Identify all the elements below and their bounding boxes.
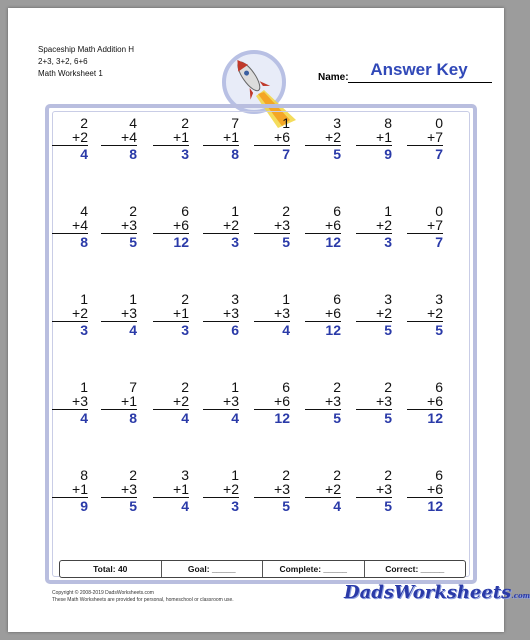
goal-cell: Goal: _____ — [162, 561, 264, 577]
addend-bottom: +2 — [173, 393, 189, 409]
addition-problem — [203, 292, 239, 337]
addition-problem — [203, 468, 239, 513]
addend-bottom: +2 — [376, 217, 392, 233]
addend-bottom: +6 — [325, 217, 341, 233]
answer: 3 — [80, 322, 88, 338]
addend-bottom: +3 — [121, 217, 137, 233]
addend-top: 0 — [435, 203, 443, 219]
addend-bottom: +1 — [173, 305, 189, 321]
addend-bottom: +3 — [121, 305, 137, 321]
addend-top: 6 — [333, 203, 341, 219]
answer: 3 — [231, 498, 239, 514]
answer: 4 — [231, 410, 239, 426]
name-field-line — [348, 82, 492, 83]
addend-top: 1 — [129, 291, 137, 307]
addition-problem — [153, 204, 189, 249]
addition-problem — [101, 116, 137, 161]
addend-bottom: +7 — [427, 129, 443, 145]
addition-problem — [203, 380, 239, 425]
brand-logo: DadsWorksheets.com — [344, 582, 530, 603]
addition-problem — [153, 116, 189, 161]
correct-cell: Correct: _____ — [385, 564, 445, 574]
addend-bottom: +2 — [72, 129, 88, 145]
addend-top: 3 — [181, 467, 189, 483]
addend-top: 6 — [282, 379, 290, 395]
addend-bottom: +1 — [173, 481, 189, 497]
worksheet-page — [8, 8, 530, 632]
answer: 12 — [274, 410, 290, 426]
addend-bottom: +1 — [376, 129, 392, 145]
addend-top: 2 — [384, 467, 392, 483]
answer: 12 — [427, 498, 443, 514]
answer: 4 — [80, 410, 88, 426]
addend-top: 1 — [231, 203, 239, 219]
answer: 5 — [435, 322, 443, 338]
addition-problem — [254, 380, 290, 425]
answer: 12 — [173, 234, 189, 250]
answer: 5 — [384, 322, 392, 338]
addend-bottom: +3 — [274, 305, 290, 321]
addend-top: 1 — [80, 291, 88, 307]
addition-problem — [305, 204, 341, 249]
addend-bottom: +2 — [223, 217, 239, 233]
addend-bottom: +2 — [223, 481, 239, 497]
answer: 3 — [384, 234, 392, 250]
answer: 12 — [325, 234, 341, 250]
addend-bottom: +3 — [72, 393, 88, 409]
total-cell: Total: 40 — [60, 561, 162, 577]
answer: 12 — [427, 410, 443, 426]
addend-top: 2 — [80, 115, 88, 131]
addition-problem — [305, 116, 341, 161]
addition-problem — [101, 204, 137, 249]
addend-top: 2 — [129, 467, 137, 483]
addition-problem — [407, 380, 443, 425]
answer: 8 — [80, 234, 88, 250]
addend-bottom: +1 — [72, 481, 88, 497]
addend-bottom: +3 — [223, 393, 239, 409]
addition-problem — [101, 292, 137, 337]
addition-problem — [407, 116, 443, 161]
answer: 5 — [282, 234, 290, 250]
addition-problem — [356, 292, 392, 337]
addition-problem — [52, 468, 88, 513]
addition-problem — [254, 292, 290, 337]
addend-top: 2 — [282, 467, 290, 483]
answer: 9 — [384, 146, 392, 162]
addend-bottom: +2 — [427, 305, 443, 321]
addend-bottom: +7 — [427, 217, 443, 233]
addend-bottom: +1 — [173, 129, 189, 145]
addend-top: 2 — [181, 291, 189, 307]
addend-bottom: +3 — [274, 217, 290, 233]
addend-top: 1 — [384, 203, 392, 219]
addend-top: 6 — [435, 467, 443, 483]
addend-bottom: +3 — [376, 393, 392, 409]
addend-bottom: +3 — [121, 481, 137, 497]
answer: 8 — [129, 410, 137, 426]
answer: 5 — [384, 498, 392, 514]
addition-problem — [101, 380, 137, 425]
addend-top: 3 — [384, 291, 392, 307]
addition-problem — [356, 468, 392, 513]
addend-top: 3 — [231, 291, 239, 307]
answer: 5 — [333, 146, 341, 162]
addition-problem — [153, 380, 189, 425]
addend-bottom: +3 — [376, 481, 392, 497]
answer: 8 — [231, 146, 239, 162]
addend-top: 8 — [384, 115, 392, 131]
answer-key-title: Answer Key — [370, 60, 468, 79]
answer: 5 — [129, 234, 137, 250]
addition-problem — [254, 204, 290, 249]
worksheet-title: Spaceship Math Addition H — [38, 45, 135, 54]
addend-bottom: +2 — [325, 129, 341, 145]
addition-problem — [101, 468, 137, 513]
answer: 5 — [129, 498, 137, 514]
answer: 4 — [129, 322, 137, 338]
addition-problem — [254, 116, 290, 161]
addend-top: 4 — [129, 115, 137, 131]
answer: 4 — [282, 322, 290, 338]
addition-problem — [203, 116, 239, 161]
addend-bottom: +4 — [121, 129, 137, 145]
addend-top: 3 — [435, 291, 443, 307]
addend-top: 2 — [282, 203, 290, 219]
answer: 4 — [181, 410, 189, 426]
score-footer — [59, 560, 466, 578]
addend-top: 7 — [231, 115, 239, 131]
addend-bottom: +2 — [376, 305, 392, 321]
answer: 4 — [333, 498, 341, 514]
facts-line: 2+3, 3+2, 6+6 — [38, 57, 88, 66]
answer: 7 — [282, 146, 290, 162]
addend-top: 4 — [80, 203, 88, 219]
addend-top: 2 — [384, 379, 392, 395]
answer: 12 — [325, 322, 341, 338]
addition-problem — [254, 468, 290, 513]
answer: 3 — [181, 146, 189, 162]
addend-top: 6 — [333, 291, 341, 307]
addend-top: 1 — [231, 379, 239, 395]
addend-bottom: +1 — [223, 129, 239, 145]
answer: 4 — [80, 146, 88, 162]
addend-top: 6 — [435, 379, 443, 395]
addend-bottom: +4 — [72, 217, 88, 233]
addend-top: 3 — [333, 115, 341, 131]
addition-problem — [203, 204, 239, 249]
addition-problem — [305, 468, 341, 513]
addition-problem — [305, 380, 341, 425]
copyright-text: Copyright © 2008-2019 DadsWorksheets.com These Math Worksheets are provided for personal, homeschool or classroom use. — [52, 590, 234, 603]
addend-bottom: +6 — [173, 217, 189, 233]
addition-problem — [356, 116, 392, 161]
addend-bottom: +6 — [274, 393, 290, 409]
addend-bottom: +6 — [427, 393, 443, 409]
addition-problem — [305, 292, 341, 337]
answer: 8 — [129, 146, 137, 162]
addend-bottom: +6 — [427, 481, 443, 497]
complete-cell: Complete: _____ — [263, 561, 365, 577]
addition-problem — [356, 204, 392, 249]
answer: 9 — [80, 498, 88, 514]
answer: 5 — [282, 498, 290, 514]
addition-problem — [153, 292, 189, 337]
addition-problem — [407, 204, 443, 249]
header-info — [38, 44, 134, 80]
answer: 4 — [181, 498, 189, 514]
addend-top: 2 — [181, 379, 189, 395]
name-label: Name: — [318, 72, 349, 83]
addition-problem — [356, 380, 392, 425]
addition-problem — [407, 468, 443, 513]
answer: 7 — [435, 146, 443, 162]
addend-bottom: +6 — [274, 129, 290, 145]
addend-top: 0 — [435, 115, 443, 131]
addend-top: 2 — [333, 467, 341, 483]
addend-top: 1 — [231, 467, 239, 483]
answer: 3 — [231, 234, 239, 250]
addend-top: 8 — [80, 467, 88, 483]
addend-bottom: +2 — [72, 305, 88, 321]
answer: 3 — [181, 322, 189, 338]
worksheet-subtitle: Math Worksheet 1 — [38, 69, 103, 78]
answer: 5 — [333, 410, 341, 426]
addend-top: 2 — [181, 115, 189, 131]
answer: 7 — [435, 234, 443, 250]
addend-bottom: +3 — [325, 393, 341, 409]
addend-top: 1 — [80, 379, 88, 395]
addend-top: 2 — [333, 379, 341, 395]
answer: 5 — [384, 410, 392, 426]
addition-problem — [52, 380, 88, 425]
answer: 6 — [231, 322, 239, 338]
addend-top: 7 — [129, 379, 137, 395]
addition-problem — [407, 292, 443, 337]
addend-bottom: +1 — [121, 393, 137, 409]
addition-problem — [52, 204, 88, 249]
addition-problem — [153, 468, 189, 513]
addend-bottom: +3 — [223, 305, 239, 321]
addition-problem — [52, 292, 88, 337]
addend-top: 6 — [181, 203, 189, 219]
addend-top: 1 — [282, 115, 290, 131]
addition-problem — [52, 116, 88, 161]
addend-top: 1 — [282, 291, 290, 307]
addend-top: 2 — [129, 203, 137, 219]
addend-bottom: +2 — [325, 481, 341, 497]
addend-bottom: +3 — [274, 481, 290, 497]
addend-bottom: +6 — [325, 305, 341, 321]
